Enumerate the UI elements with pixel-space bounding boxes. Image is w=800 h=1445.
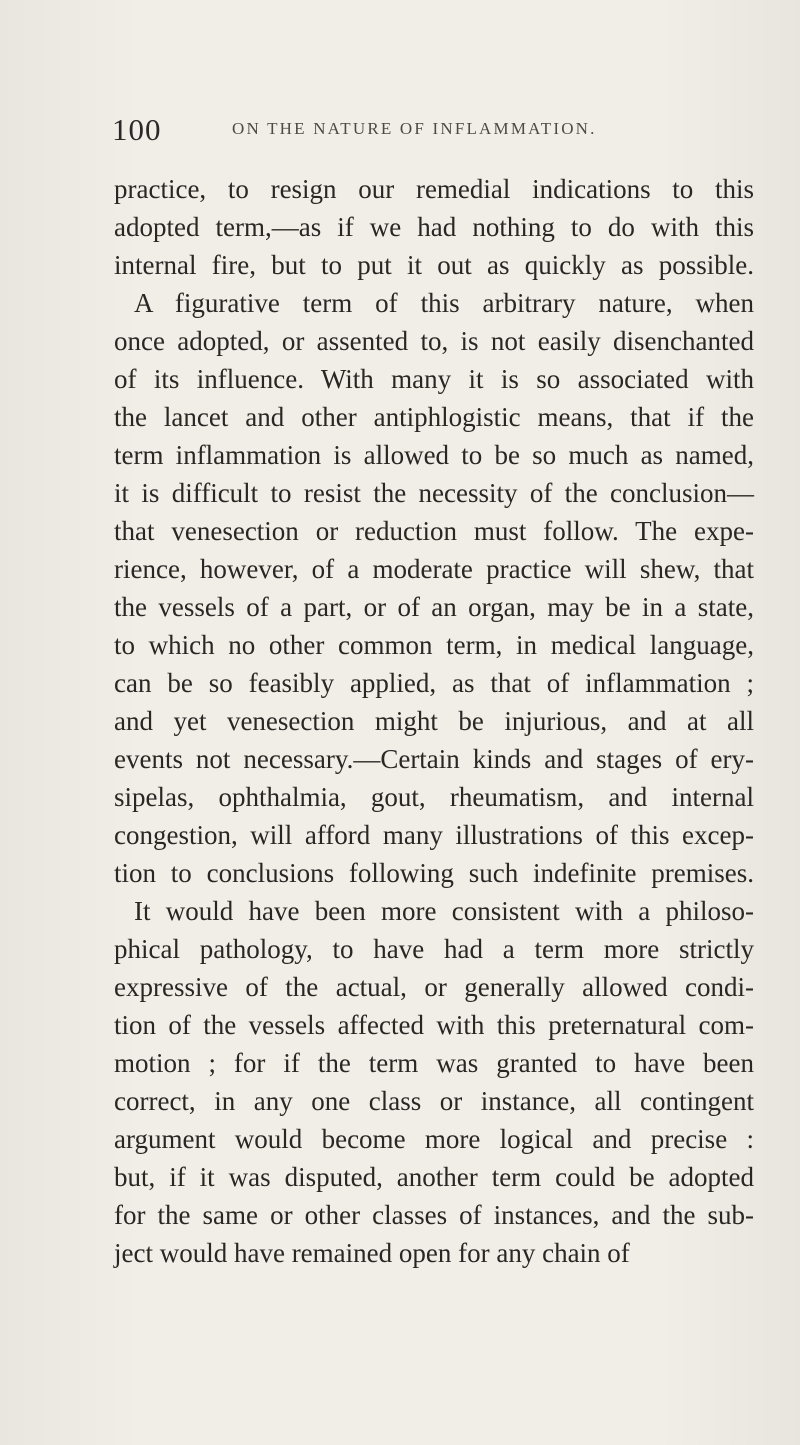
- text-line: events not necessary.—Certain kinds and stages of ery-: [114, 744, 754, 774]
- body-text: [114, 170, 754, 1272]
- text-line: rience, however, of a moderate practice will shew, that: [114, 554, 754, 584]
- text-line: correct, in any one class or instance, all contingent: [114, 1086, 754, 1116]
- text-line: of its influence. With many it is so associated with: [114, 364, 754, 394]
- text-line: term inflammation is allowed to be so much as named,: [114, 440, 754, 470]
- text-line: practice, to resign our remedial indications to this: [114, 174, 754, 204]
- text-line: the vessels of a part, or of an organ, may be in a state,: [114, 592, 754, 622]
- text-line: It would have been more consistent with a philoso-: [134, 896, 754, 926]
- text-line: the lancet and other antiphlogistic means, that if the: [114, 402, 754, 432]
- text-line: ject would have remained open for any chain of: [114, 1238, 630, 1268]
- text-line: for the same or other classes of instances, and the sub-: [114, 1200, 754, 1230]
- text-line: argument would become more logical and precise :: [114, 1124, 754, 1154]
- text-line: A figurative term of this arbitrary nature, when: [134, 288, 754, 318]
- text-line: phical pathology, to have had a term more strictly: [114, 934, 754, 964]
- text-line: internal fire, but to put it out as quickly as possible.: [114, 250, 754, 280]
- text-line: can be so feasibly applied, as that of inflammation ;: [114, 668, 754, 698]
- page-number: 100: [112, 112, 162, 147]
- text-line: motion ; for if the term was granted to have been: [114, 1048, 754, 1078]
- text-line: tion of the vessels affected with this preternatural com-: [114, 1010, 754, 1040]
- text-line: but, if it was disputed, another term could be adopted: [114, 1162, 754, 1192]
- text-line: that venesection or reduction must follow. The expe-: [114, 516, 754, 546]
- text-line: it is difficult to resist the necessity of the conclusion—: [114, 478, 754, 508]
- text-line: congestion, will afford many illustrations of this excep-: [114, 820, 754, 850]
- text-line: sipelas, ophthalmia, gout, rheumatism, and internal: [114, 782, 754, 812]
- text-line: and yet venesection might be injurious, and at all: [114, 706, 754, 736]
- text-line: to which no other common term, in medical language,: [114, 630, 754, 660]
- text-line: expressive of the actual, or generally allowed condi-: [114, 972, 754, 1002]
- running-head: ON THE NATURE OF INFLAMMATION.: [232, 119, 597, 138]
- text-line: adopted term,—as if we had nothing to do with this: [114, 212, 754, 242]
- page-header: [112, 112, 762, 152]
- text-line: once adopted, or assented to, is not easily disenchanted: [114, 326, 754, 356]
- text-line: tion to conclusions following such indefinite premises.: [114, 858, 754, 888]
